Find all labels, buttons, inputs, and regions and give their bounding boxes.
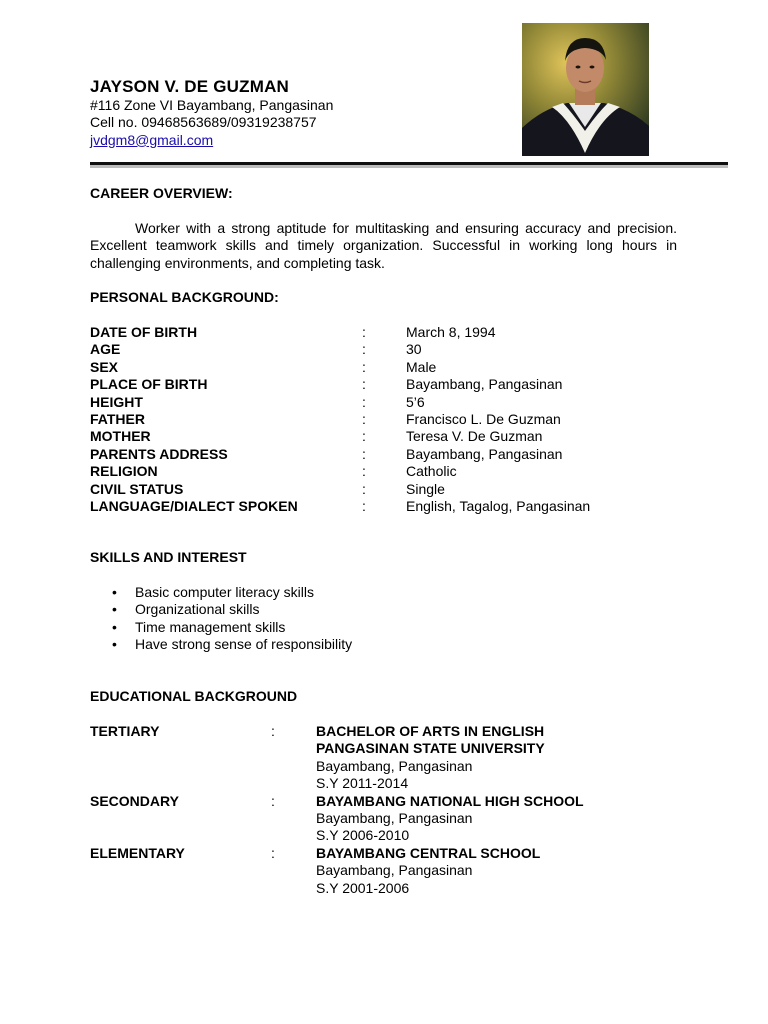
skill-text: Have strong sense of responsibility [135,636,353,653]
career-overview-text: Worker with a strong aptitude for multitasking and ensuring accuracy and precision. Excellent teamwork skills and timely organization. Successful in working long hours in challenging environments, and completing task. [90,220,677,271]
education-entry [90,793,710,845]
skill-item [90,584,352,601]
education-line: Bayambang, Pangasinan [316,810,473,827]
education-colon: : [271,792,275,809]
personal-colon: : [362,376,366,393]
personal-colon: : [362,324,366,340]
skills-list [90,584,352,654]
bullet-icon: • [112,618,117,635]
personal-label: DATE OF BIRTH [90,324,198,340]
personal-label: PARENTS ADDRESS [90,445,228,462]
personal-row [90,411,690,428]
personal-row [90,463,690,480]
career-overview-heading: CAREER OVERVIEW: [90,185,233,201]
skill-item [90,601,352,618]
bullet-icon: • [112,601,117,618]
personal-label: SEX [90,358,119,375]
education-line: S.Y 2011-2014 [316,775,409,792]
education-entry [90,845,710,897]
personal-value: March 8, 1994 [406,324,496,340]
personal-value: 5’6 [406,393,425,410]
personal-colon: : [362,463,366,480]
personal-colon: : [362,445,366,462]
personal-background-table [90,324,690,515]
personal-row [90,428,690,445]
bullet-icon: • [112,584,117,600]
personal-colon: : [362,358,366,375]
applicant-name: JAYSON V. DE GUZMAN [90,77,290,96]
education-heading: EDUCATIONAL BACKGROUND [90,688,298,704]
personal-colon: : [362,428,366,445]
education-line: S.Y 2001-2006 [316,879,410,896]
personal-row [90,498,690,515]
education-line: Bayambang, Pangasinan [316,757,473,774]
education-level: ELEMENTARY [90,844,185,861]
personal-value: 30 [406,341,422,358]
personal-label: MOTHER [90,428,151,445]
personal-colon: : [362,480,366,497]
personal-value: Bayambang, Pangasinan [406,376,563,393]
personal-label: HEIGHT [90,393,143,410]
skill-item [90,636,352,653]
profile-photo [522,23,649,156]
personal-row [90,341,690,358]
header-divider-shadow [90,165,728,168]
personal-row [90,481,690,498]
email-link[interactable]: jvdgm8@gmail.com [90,131,214,148]
personal-colon: : [362,341,366,358]
education-colon: : [271,723,275,739]
portrait-image [522,23,649,156]
education-line: Bayambang, Pangasinan [316,862,473,879]
personal-label: FATHER [90,410,145,427]
personal-value: Bayambang, Pangasinan [406,445,563,462]
personal-value: English, Tagalog, Pangasinan [406,497,591,514]
education-line: BAYAMBANG NATIONAL HIGH SCHOOL [316,792,584,809]
personal-label: CIVIL STATUS [90,480,184,497]
skill-text: Basic computer literacy skills [135,584,314,600]
personal-value: Single [406,480,445,497]
education-line: BAYAMBANG CENTRAL SCHOOL [316,844,541,861]
personal-colon: : [362,497,366,514]
education-colon: : [271,844,275,861]
personal-label: AGE [90,341,121,358]
personal-label: PLACE OF BIRTH [90,376,208,393]
personal-row [90,324,690,341]
skill-text: Time management skills [135,618,286,635]
bullet-icon: • [112,636,117,653]
personal-label: RELIGION [90,463,158,480]
personal-row [90,446,690,463]
personal-value: Male [406,358,437,375]
education-level: SECONDARY [90,792,179,809]
personal-row [90,359,690,376]
home-address: #116 Zone VI Bayambang, Pangasinan [90,97,334,113]
personal-colon: : [362,393,366,410]
personal-row [90,394,690,411]
skill-item [90,619,352,636]
skills-heading: SKILLS AND INTEREST [90,549,247,565]
personal-background-heading: PERSONAL BACKGROUND: [90,289,279,305]
cell-number: Cell no. 09468563689/09319238757 [90,114,317,131]
personal-label: LANGUAGE/DIALECT SPOKEN [90,497,298,514]
education-table [90,723,710,897]
education-entry [90,723,710,793]
education-line: PANGASINAN STATE UNIVERSITY [316,740,545,757]
personal-value: Francisco L. De Guzman [406,410,561,427]
personal-value: Teresa V. De Guzman [406,428,543,445]
skill-text: Organizational skills [135,601,260,618]
education-line: BACHELOR OF ARTS IN ENGLISH [316,723,545,739]
education-level: TERTIARY [90,723,160,739]
personal-colon: : [362,410,366,427]
contact-header [90,77,510,149]
personal-value: Catholic [406,463,457,480]
personal-row [90,376,690,393]
education-line: S.Y 2006-2010 [316,827,410,844]
